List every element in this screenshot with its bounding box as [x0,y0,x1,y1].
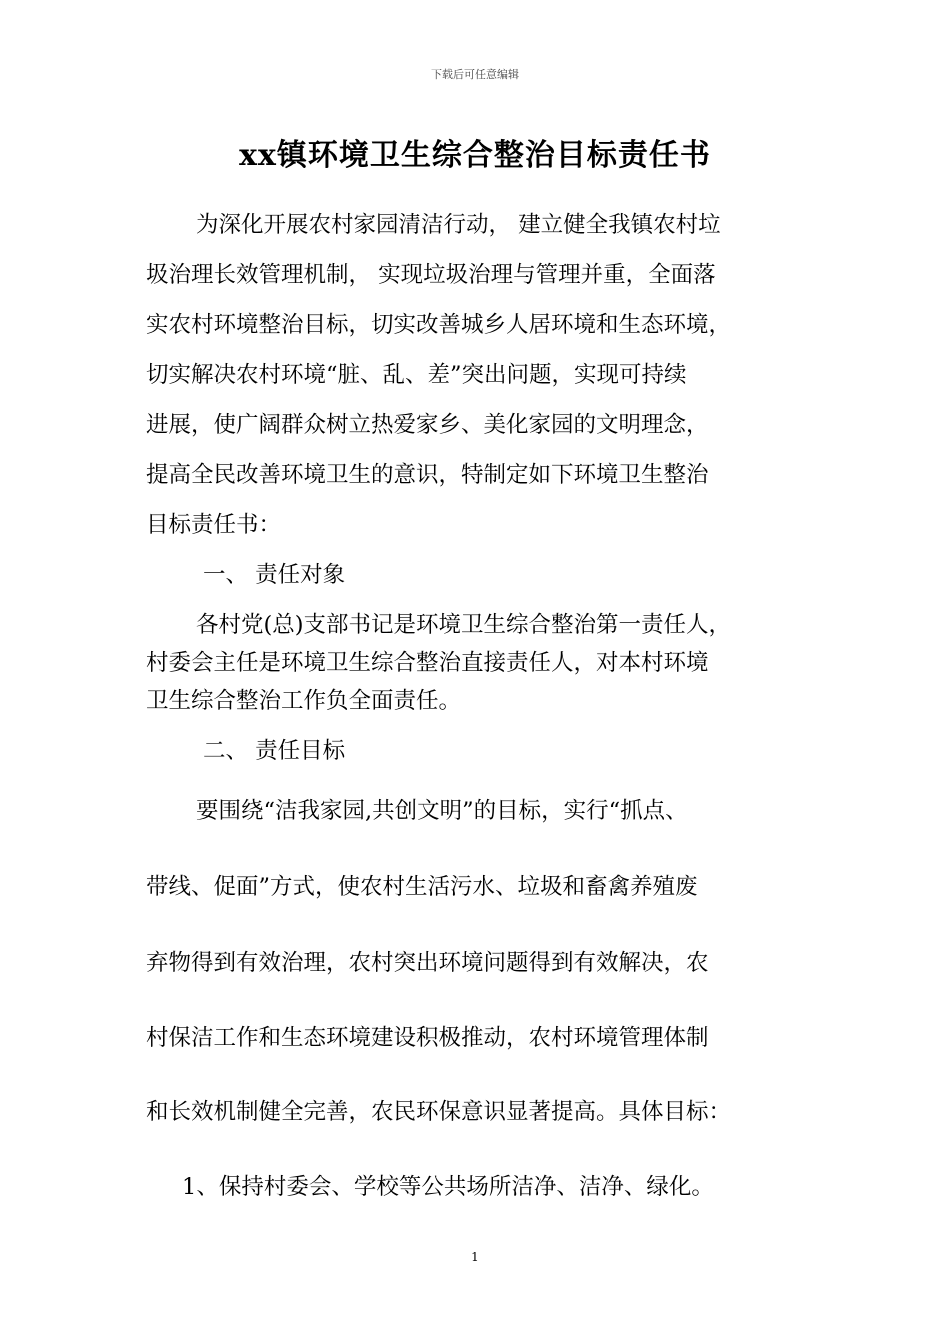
paragraph-1-line: 实农村环境整治目标，切实改善城乡人居环境和生态环境， [146,312,732,338]
section-heading-responsibility-goals: 二、 责任目标 [203,738,346,764]
paragraph-1-line: 提高全民改善环境卫生的意识，特制定如下环境卫生整治 [146,462,709,488]
goal-item-1: 1、保持村委会、学校等公共场所洁净、洁净、绿化。 [182,1174,714,1200]
paragraph-1-line: 目标责任书： [146,512,282,538]
paragraph-3-line: 带线、促面”方式，使农村生活污水、垃圾和畜禽养殖废 [146,874,698,900]
paragraph-3-line: 和长效机制健全完善，农民环保意识显著提高。具体目标： [146,1099,732,1125]
paragraph-3-line: 弃物得到有效治理，农村突出环境问题得到有效解决，农 [146,950,709,976]
paragraph-2-line: 各村党(总)支部书记是环境卫生综合整治第一责任人， [196,612,732,638]
paragraph-3-line: 村保洁工作和生态环境建设积极推动，农村环境管理体制 [146,1025,709,1051]
paragraph-1-line: 圾治理长效管理机制， 实现垃圾治理与管理并重，全面落 [146,262,716,288]
paragraph-3-line: 要围绕“洁我家园,共创文明”的目标，实行“抓点、 [196,798,688,824]
document-title: xx镇环境卫生综合整治目标责任书 [239,138,711,173]
paragraph-1-line: 为深化开展农村家园清洁行动， 建立健全我镇农村垃 [196,212,721,238]
paragraph-2-line: 村委会主任是环境卫生综合整治直接责任人，对本村环境 [146,650,709,676]
section-heading-responsible-party: 一、 责任对象 [203,562,346,588]
paragraph-1-line: 切实解决农村环境“脏、乱、差”突出问题，实现可持续 [146,362,687,388]
paragraph-2-line: 卫生综合整治工作负全面责任。 [146,688,462,714]
header-note: 下载后可任意编辑 [431,68,519,81]
paragraph-1-line: 进展，使广阔群众树立热爱家乡、美化家园的文明理念， [146,412,709,438]
page-number: 1 [471,1250,479,1264]
